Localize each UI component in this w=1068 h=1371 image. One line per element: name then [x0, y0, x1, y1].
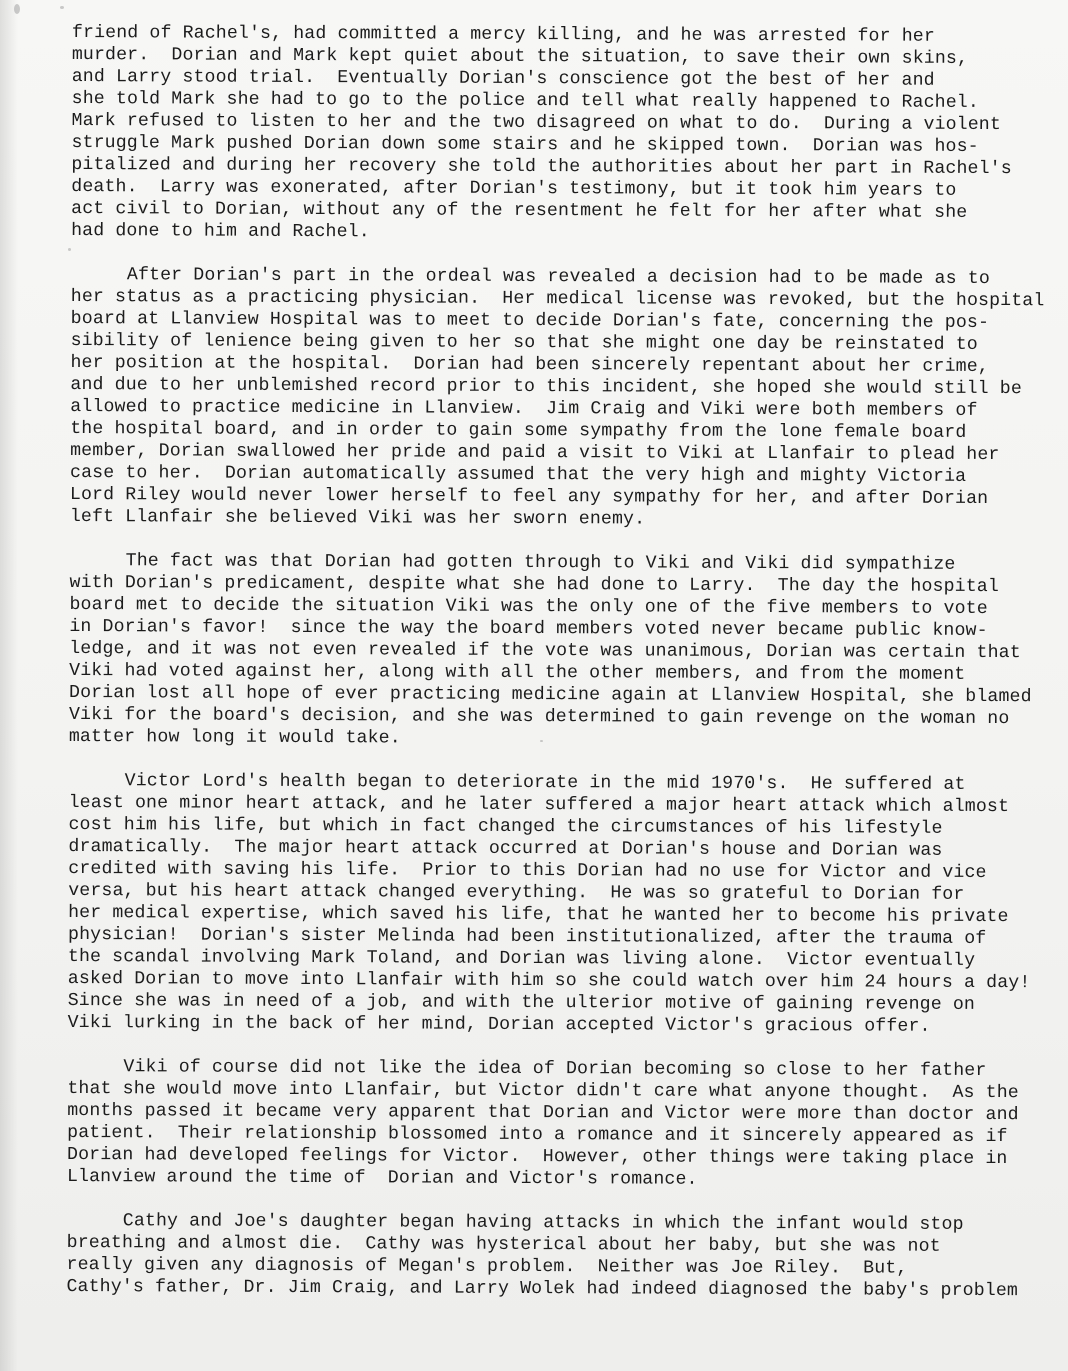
text-line: breathing and almost die. Cathy was hysterical about her baby, but she was not	[66, 1232, 941, 1257]
text-line: Llanview around the time of Dorian and Victor's romance.	[66, 1166, 698, 1190]
text-line: asked Dorian to move into Llanfair with him so she could watch over him 24 hours a day!	[67, 968, 1031, 994]
text-line: she told Mark she had to go to the police and tell what really happened to Rachel.	[71, 88, 979, 113]
text-line: Since she was in need of a job, and with the ulterior motive of gaining revenge on	[67, 990, 976, 1015]
text-line: After Dorian's part in the ordeal was revealed a decision had to be made as to	[126, 265, 990, 290]
text-line: Viki lurking in the back of her mind, Dorian accepted Victor's gracious offer.	[67, 1012, 931, 1037]
text-line: patient. Their relationship blossomed into a romance and it sincerely appeared as if	[67, 1122, 1008, 1148]
text-line: physician! Dorian's sister Melinda had been institutionalized, after the trauma of	[67, 924, 987, 949]
text-line: Victor Lord's health began to deteriorate in the mid 1970's. He suffered at	[124, 771, 966, 795]
text-line: sibility of lenience being given to her so that she might one day be reinstated to	[70, 330, 978, 355]
text-line: least one minor heart attack, and he later suffered a major heart attack which almost	[68, 792, 1010, 818]
text-line: death. Larry was exonerated, after Dorian's testimony, but it took him years to	[71, 176, 957, 201]
paragraph	[66, 1210, 1051, 1302]
paragraph	[70, 264, 1056, 532]
text-line: The fact was that Dorian had gotten through to Viki and Viki did sympathize	[125, 551, 956, 575]
text-line: Dorian had developed feelings for Victor. However, other things were taking place in	[67, 1144, 1008, 1170]
text-line: dramatically. The major heart attack occurred at Dorian's house and Dorian was	[68, 836, 943, 861]
text-line: credited with saving his life. Prior to this Dorian had no use for Victor and vice	[68, 858, 987, 883]
text-line: and due to her unblemished record prior to this incident, she hoped she would still be	[70, 374, 1022, 400]
text-line: board met to decide the situation Viki was the only one of the five members to vote	[69, 594, 988, 620]
text-line: murder. Dorian and Mark kept quiet about the situation, to save their own skins,	[71, 44, 969, 69]
text-line: cost him his life, but which in fact changed the circumstances of his lifestyle	[68, 814, 943, 839]
text-line: Lord Riley would never lower herself to feel any sympathy for her, and after Dorian	[69, 484, 989, 510]
text-line: Viki had voted against her, along with all the other members, and from the moment	[69, 660, 966, 685]
scan-speck	[14, 4, 20, 14]
page-edge-shadow	[0, 0, 18, 1371]
text-line: the scandal involving Mark Toland, and Dorian was living alone. Victor eventually	[67, 946, 976, 971]
paragraph	[71, 22, 1057, 246]
document-body	[66, 22, 1057, 1324]
text-line: that she would move into Llanfair, but Victor didn't care what anyone thought. As the	[67, 1078, 1019, 1104]
text-line: with Dorian's predicament, despite what she had done to Larry. The day the hospital	[69, 572, 999, 598]
text-line: allowed to practice medicine in Llanview. Jim Craig and Viki were both members of	[70, 396, 978, 421]
text-line: her medical expertise, which saved his life, that he wanted her to become his private	[68, 902, 1009, 928]
text-line: act civil to Dorian, without any of the resentment he felt for her after what she	[71, 198, 968, 223]
text-line: had done to him and Rachel.	[71, 220, 370, 243]
paragraph	[68, 770, 1054, 1038]
text-line: pitalized and during her recovery she told the authorities about her part in Rachel's	[71, 154, 1012, 180]
text-line: months passed it became very apparent that Dorian and Victor were more than doctor and	[67, 1100, 1019, 1126]
paragraph	[67, 1056, 1053, 1192]
text-line: her position at the hospital. Dorian had been sincerely repentant about her crime,	[70, 352, 989, 378]
text-line: the hospital board, and in order to gain some sympathy from the lone female board	[70, 418, 967, 443]
text-line: and Larry stood trial. Eventually Dorian's conscience got the best of her and	[71, 66, 935, 91]
scan-speck	[60, 6, 64, 9]
text-line: board at Llanview Hospital was to meet to decide Dorian's fate, concerning the pos-	[70, 308, 990, 334]
text-line: Mark refused to listen to her and the two disagreed on what to do. During a violent	[71, 110, 1002, 136]
paragraph	[69, 550, 1055, 752]
text-line: Dorian lost all hope of ever practicing medicine again at Llanview Hospital, she blamed	[69, 682, 1032, 708]
text-line: Viki of course did not like the idea of Dorian becoming so close to her father	[123, 1057, 987, 1081]
text-line: case to her. Dorian automatically assumed that the very high and mighty Victoria	[69, 462, 967, 487]
text-line: really given any diagnosis of Megan's problem. Neither was Joe Riley. But,	[66, 1254, 908, 1279]
text-line: Cathy and Joe's daughter began having attacks in which the infant would stop	[122, 1211, 964, 1235]
text-line: friend of Rachel's, had committed a mercy killing, and he was arrested for her	[71, 22, 936, 47]
text-line: in Dorian's favor! since the way the board members voted never became public know-	[69, 616, 988, 642]
text-line: ledge, and it was not even revealed if the vote was unanimous, Dorian was certain that	[69, 638, 1021, 664]
text-line: Viki for the board's decision, and she was determined to gain revenge on the woman no	[68, 704, 1010, 730]
text-line: matter how long it would take.	[68, 726, 401, 749]
text-line: member, Dorian swallowed her pride and paid a visit to Viki at Llanfair to plead her	[70, 440, 1000, 466]
text-line: Cathy's father, Dr. Jim Craig, and Larry Wolek had indeed diagnosed the baby's problem	[66, 1276, 1019, 1302]
text-line: versa, but his heart attack changed everything. He was so grateful to Dorian for	[68, 880, 965, 905]
text-line: left Llanfair she believed Viki was her sworn enemy.	[69, 506, 646, 530]
text-line: struggle Mark pushed Dorian down some stairs and he skipped town. Dorian was hos-	[71, 132, 979, 157]
text-line: her status as a practicing physician. Her medical license was revoked, but the hospital	[70, 286, 1045, 312]
